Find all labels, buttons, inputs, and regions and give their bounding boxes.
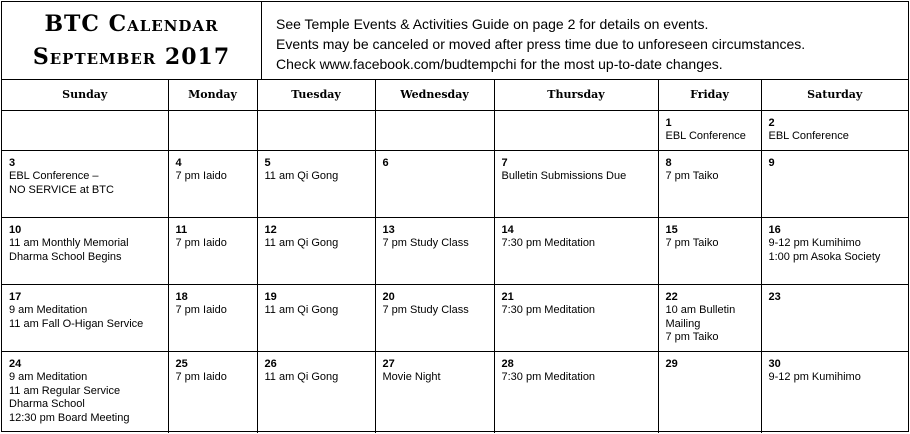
day-number: 12 <box>264 223 277 236</box>
day-number: 15 <box>665 223 678 236</box>
event-item: Movie Night <box>382 371 441 384</box>
event-item: 7 pm Study Class <box>382 304 469 317</box>
day-cell <box>761 150 908 217</box>
week-row <box>2 150 908 217</box>
day-cell <box>761 110 908 150</box>
day-number: 26 <box>264 357 277 370</box>
day-cell <box>257 110 375 150</box>
day-number: 9 <box>768 156 775 169</box>
event-item: 11 am Fall O-Higan Service <box>9 317 144 330</box>
day-number: 25 <box>175 357 188 370</box>
day-cell <box>658 110 761 150</box>
day-cell <box>257 284 375 351</box>
event-item: Mailing <box>665 317 701 330</box>
day-cell <box>494 351 658 433</box>
weekday-thursday: Thursday <box>494 79 658 110</box>
event-item: Dharma School <box>9 398 85 411</box>
day-cell <box>375 284 494 351</box>
calendar-month: September 2017 <box>32 44 231 70</box>
event-item: EBL Conference – <box>9 170 99 183</box>
day-number: 22 <box>665 290 678 303</box>
day-cell <box>494 284 658 351</box>
day-number: 6 <box>382 156 389 169</box>
day-number: 17 <box>9 290 22 303</box>
day-cell <box>168 351 257 433</box>
event-item: 9 am Meditation <box>9 304 88 317</box>
weekday-sunday: Sunday <box>2 79 168 110</box>
day-number: 2 <box>768 116 775 129</box>
note-line: Check www.facebook.com/budtempchi for the most up-to-date changes. <box>276 56 723 72</box>
day-number: 20 <box>382 290 395 303</box>
day-cell <box>257 351 375 433</box>
note-line: Events may be canceled or moved after press time due to unforeseen circumstances. <box>276 36 806 52</box>
day-number: 8 <box>665 156 672 169</box>
weekday-header-row <box>2 79 908 110</box>
calendar-title: BTC Calendar <box>44 11 219 37</box>
day-cell <box>658 217 761 284</box>
day-cell <box>658 150 761 217</box>
day-cell <box>375 351 494 433</box>
event-item: 7 pm Taiko <box>665 170 719 183</box>
event-item: 9 am Meditation <box>9 371 88 384</box>
event-item: 11 am Monthly Memorial <box>9 237 129 250</box>
day-cell <box>168 110 257 150</box>
day-number: 28 <box>501 357 514 370</box>
event-item: EBL Conference <box>768 130 849 143</box>
day-number: 21 <box>501 290 514 303</box>
weekday-monday: Monday <box>168 79 257 110</box>
day-number: 7 <box>501 156 508 169</box>
event-item: 7:30 pm Meditation <box>501 371 596 384</box>
event-item: 11 am Qi Gong <box>264 371 339 384</box>
day-number: 30 <box>768 357 781 370</box>
weekday-saturday: Saturday <box>761 79 908 110</box>
day-number: 4 <box>175 156 182 169</box>
calendar-grid <box>2 79 908 433</box>
event-item: 7 pm Iaido <box>175 237 227 250</box>
calendar-header <box>2 2 908 80</box>
weekday-tuesday: Tuesday <box>257 79 375 110</box>
day-cell <box>257 150 375 217</box>
day-number: 14 <box>501 223 514 236</box>
day-cell <box>2 217 168 284</box>
event-item: 1:00 pm Asoka Society <box>768 250 881 263</box>
day-number: 5 <box>264 156 271 169</box>
day-number: 11 <box>175 223 188 236</box>
day-cell <box>168 217 257 284</box>
event-item: 11 am Regular Service <box>9 384 121 397</box>
day-cell <box>375 110 494 150</box>
event-item: 7 pm Iaido <box>175 371 227 384</box>
day-cell <box>761 217 908 284</box>
event-item: 7:30 pm Meditation <box>501 237 596 250</box>
event-item: 10 am Bulletin <box>665 304 736 317</box>
notes <box>276 14 805 74</box>
title-box <box>2 2 262 79</box>
day-cell <box>2 150 168 217</box>
day-cell <box>761 351 908 433</box>
week-row <box>2 284 908 351</box>
event-item: 7 pm Taiko <box>665 331 719 344</box>
day-number: 27 <box>382 357 395 370</box>
day-number: 13 <box>382 223 395 236</box>
day-cell <box>658 351 761 433</box>
note-line: See Temple Events & Activities Guide on page 2 for details on events. <box>276 16 709 32</box>
day-number: 23 <box>768 290 781 303</box>
day-number: 24 <box>9 357 22 370</box>
day-cell <box>2 284 168 351</box>
day-cell <box>375 217 494 284</box>
day-cell <box>761 284 908 351</box>
day-cell <box>2 351 168 433</box>
week-row <box>2 217 908 284</box>
day-number: 19 <box>264 290 277 303</box>
week-row <box>2 110 908 150</box>
day-cell <box>658 284 761 351</box>
event-item: 7 pm Iaido <box>175 304 227 317</box>
day-number: 16 <box>768 223 781 236</box>
weekday-wednesday: Wednesday <box>375 79 494 110</box>
event-item: EBL Conference <box>665 130 746 143</box>
day-cell <box>2 110 168 150</box>
event-item: 9-12 pm Kumihimo <box>768 237 861 250</box>
day-cell <box>168 150 257 217</box>
event-item: 11 am Qi Gong <box>264 170 339 183</box>
day-number: 3 <box>9 156 16 169</box>
day-cell <box>168 284 257 351</box>
calendar <box>1 1 909 432</box>
day-number: 29 <box>665 357 678 370</box>
weekday-friday: Friday <box>658 79 761 110</box>
day-number: 1 <box>665 116 672 129</box>
event-item: NO SERVICE at BTC <box>9 183 114 196</box>
day-cell <box>375 150 494 217</box>
week-row <box>2 351 908 433</box>
day-cell <box>494 150 658 217</box>
event-item: 7 pm Study Class <box>382 237 469 250</box>
event-item: Bulletin Submissions Due <box>501 170 627 183</box>
event-item: 7 pm Iaido <box>175 170 227 183</box>
event-item: 9-12 pm Kumihimo <box>768 371 861 384</box>
day-number: 18 <box>175 290 188 303</box>
event-item: 11 am Qi Gong <box>264 304 339 317</box>
day-cell <box>494 110 658 150</box>
day-cell <box>257 217 375 284</box>
day-number: 10 <box>9 223 22 236</box>
day-cell <box>494 217 658 284</box>
event-item: 7 pm Taiko <box>665 237 719 250</box>
event-item: 7:30 pm Meditation <box>501 304 596 317</box>
event-item: 12:30 pm Board Meeting <box>9 411 130 424</box>
event-item: 11 am Qi Gong <box>264 237 339 250</box>
event-item: Dharma School Begins <box>9 250 122 263</box>
